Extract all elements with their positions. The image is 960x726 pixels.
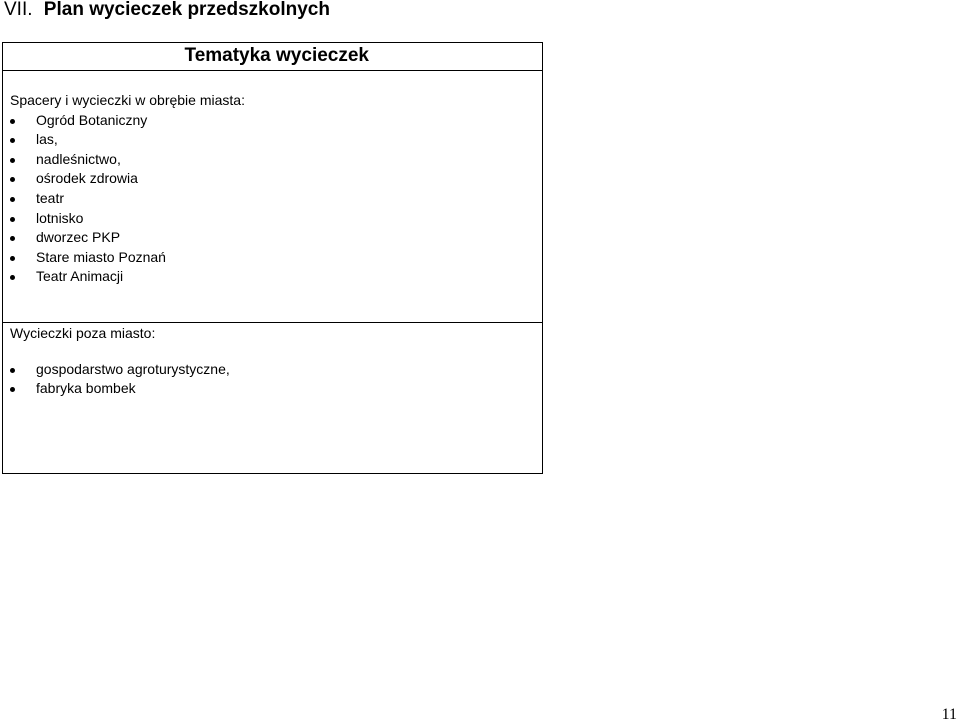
list-item bbox=[10, 267, 542, 287]
bullet-icon bbox=[10, 236, 15, 241]
bullet-icon bbox=[10, 138, 15, 143]
out-of-town-trips-label: Wycieczki poza miasto: bbox=[10, 325, 156, 341]
list-item bbox=[10, 130, 542, 150]
list-item bbox=[10, 169, 542, 189]
list-item bbox=[10, 379, 542, 399]
list-item bbox=[10, 209, 542, 229]
list-item-text: fabryka bombek bbox=[36, 380, 136, 397]
out-of-town-trips-list bbox=[10, 360, 542, 399]
list-item-text: nadleśnictwo, bbox=[36, 150, 121, 167]
list-item-text: las, bbox=[36, 131, 58, 148]
bullet-icon bbox=[10, 158, 15, 163]
bullet-icon bbox=[10, 387, 15, 392]
list-item-text: gospodarstwo agroturystyczne, bbox=[36, 360, 230, 377]
section-number: VII. bbox=[4, 0, 33, 20]
bullet-icon bbox=[10, 256, 15, 261]
list-item-text: Teatr Animacji bbox=[36, 268, 124, 285]
list-item-text: dworzec PKP bbox=[36, 229, 121, 246]
city-trips-label: Spacery i wycieczki w obrębie miasta: bbox=[10, 92, 245, 108]
bullet-icon bbox=[10, 197, 15, 202]
bullet-icon bbox=[10, 275, 15, 280]
city-trips-list bbox=[10, 111, 542, 287]
list-item-text: Ogród Botaniczny bbox=[36, 111, 148, 128]
bullet-icon bbox=[10, 217, 15, 222]
bullet-icon bbox=[10, 368, 15, 373]
table-header: Tematyka wycieczek bbox=[3, 43, 542, 71]
trip-plan-table bbox=[2, 42, 543, 474]
bullet-icon bbox=[10, 119, 15, 124]
list-item-text: teatr bbox=[36, 189, 65, 206]
list-item bbox=[10, 111, 542, 131]
list-item bbox=[10, 248, 542, 268]
list-item bbox=[10, 228, 542, 248]
list-item-text: lotnisko bbox=[36, 209, 84, 226]
list-item bbox=[10, 360, 542, 380]
list-item bbox=[10, 150, 542, 170]
bullet-icon bbox=[10, 177, 15, 182]
city-trips-cell bbox=[3, 71, 542, 323]
list-item bbox=[10, 189, 542, 209]
page-number: 11 bbox=[941, 706, 957, 723]
list-item-text: Stare miasto Poznań bbox=[36, 248, 166, 265]
section-heading bbox=[4, 0, 330, 22]
section-title: Plan wycieczek przedszkolnych bbox=[43, 0, 330, 20]
out-of-town-trips-cell bbox=[3, 323, 542, 399]
list-item-text: ośrodek zdrowia bbox=[36, 170, 138, 187]
